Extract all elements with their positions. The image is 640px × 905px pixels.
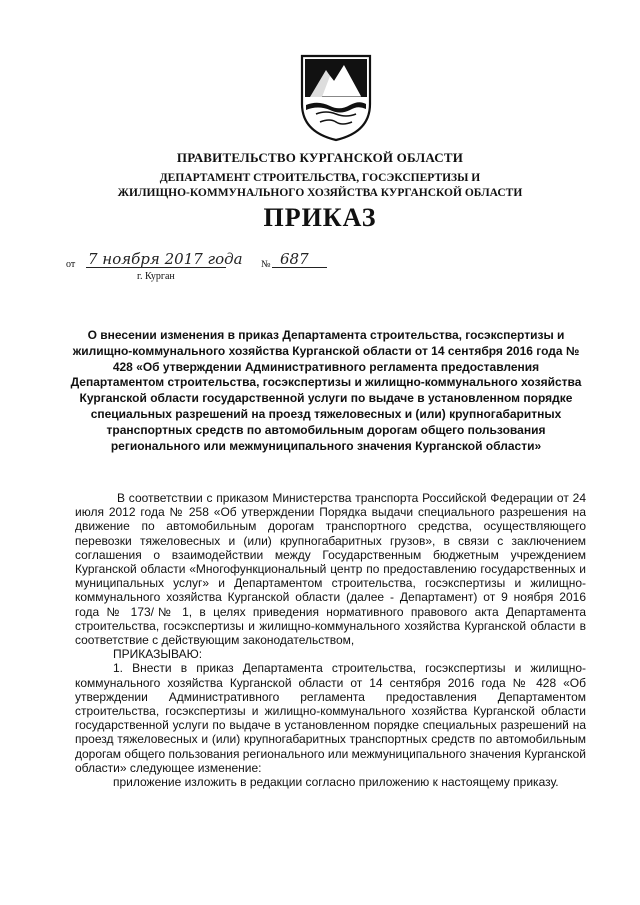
government-name: ПРАВИТЕЛЬСТВО КУРГАНСКОЙ ОБЛАСТИ (176, 150, 464, 165)
department-line-2: ЖИЛИЩНО-КОММУНАЛЬНОГО ХОЗЯЙСТВА КУРГАНСКОЙ ОБЛАСТИ (117, 187, 523, 199)
handwritten-date: 7 ноября 2017 года (88, 250, 243, 268)
kurgan-coat-of-arms-icon (296, 52, 376, 142)
city-label: г. Курган (137, 271, 175, 282)
handwritten-number: 687 (280, 250, 309, 268)
preamble-paragraph: В соответствии с приказом Министерства транспорта Российской Федерации от 24 июля 2012 года № 258 «Об утверждении Порядка выдачи специального разрешения на движение по автомобильным дорогам транспортного средства, осуществляющего перевозки тяжеловесных и (или) крупногабаритных грузов», в связи с заключением соглашения о взаимодействии между Государственным бюджетным учреждением Курганской области «Многофункциональный центр по предоставлению государственных и муниципальных услуг» и Департаментом строительства, госэкспертизы и жилищно-коммунального хозяйства Курганской области (далее - Департамент) от 9 ноября 2016 года № 173/№ 1, в целях приведения нормативного правового акта Департамента строительства, госэкспертизы и жилищно-коммунального хозяйства Курганской области в соответствие с действующим законодательством, (75, 491, 586, 648)
item-1-paragraph: 1. Внести в приказ Департамента строительства, госэкспертизы и жилищно-коммунального хозяйства Курганской области от 14 сентября 2016 года № 428 «Об утверждении Административного регламента предоставления Департаментом строительства, госэкспертизы и жилищно-коммунального хозяйства Курганской области государственной услуги по выдаче в установленном порядке специальных разрешений на проезд тяжеловесных и (или) крупногабаритных транспортных средств по автомобильным дорогам общего пользования регионального или межмуниципального значения Курганской области» следующее изменение: (75, 661, 586, 775)
dateline (66, 250, 366, 273)
order-subject-heading: О внесении изменения в приказ Департамента строительства, госэкспертизы и жилищно-коммунального хозяйства Курганской области от 14 сентября 2016 года № 428 «Об утверждении Административного регламента предоставления Департаментом строительства, госэкспертизы и жилищно-коммунального хозяйства Курганской области государственной услуги по выдаче в установленном порядке специальных разрешений на проезд тяжеловесных и (или) крупногабаритных транспортных средств по автомобильным дорогам общего пользования регионального или межмуниципального значения Курганской области» (70, 328, 582, 453)
number-label: № (261, 259, 271, 270)
order-word: ПРИКАЗЫВАЮ: (113, 647, 203, 662)
department-line-1: ДЕПАРТАМЕНТ СТРОИТЕЛЬСТВА, ГОСЭКСПЕРТИЗЫ И (159, 172, 481, 184)
document-type-title: ПРИКАЗ (263, 203, 377, 232)
department-name (0, 171, 640, 201)
item-1-change-paragraph: приложение изложить в редакции согласно приложению к настоящему приказу. (113, 775, 559, 790)
date-from-label: от (66, 259, 76, 270)
order-body (75, 491, 586, 789)
